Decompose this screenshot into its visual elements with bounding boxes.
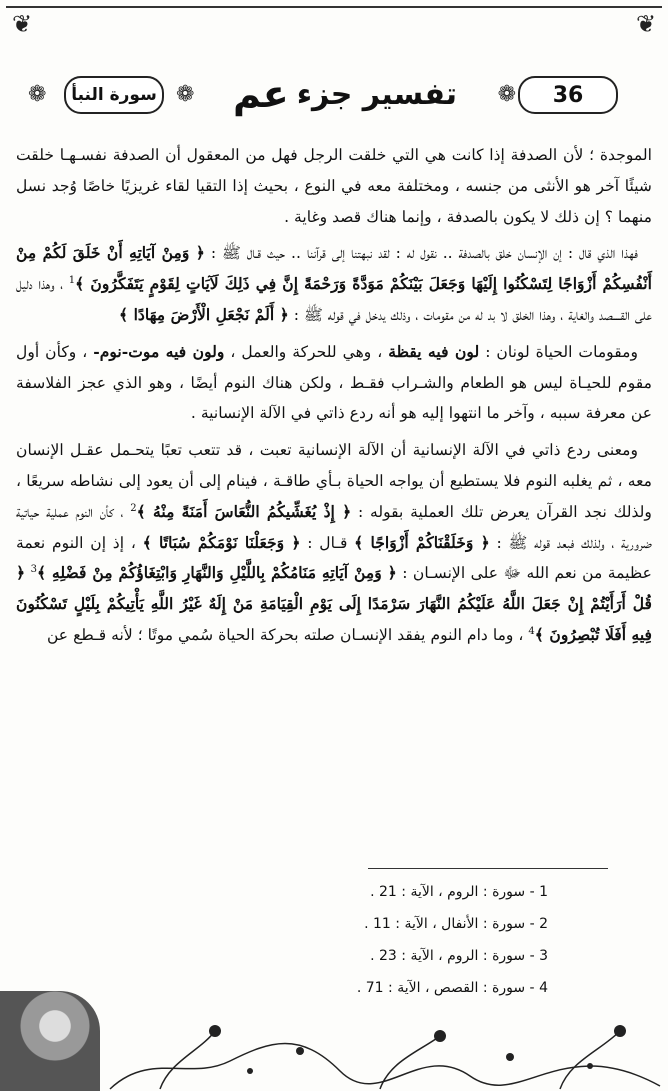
top-border xyxy=(6,6,662,38)
footnote-divider xyxy=(368,868,608,869)
ornament-icon: ❁ xyxy=(497,82,516,107)
footnote-ref: 3 xyxy=(30,564,37,576)
quran-verse: ﴿ وَجَعَلْنَا نَوْمَكُمْ سُبَاتًا ﴾ xyxy=(142,532,301,552)
corner-ornament-icon: ❦ xyxy=(635,10,657,38)
page-number: 36 xyxy=(518,76,618,114)
text-line: الموجدة ؛ لأن الصدفة إذا كانت هي التي خلقت الرجل فهل من المعقول أن الصدفة نفسـهـا xyxy=(59,146,652,164)
text-span: ، وهي للحركة والعمل ، xyxy=(230,342,383,361)
book-title xyxy=(210,68,480,120)
footnote-ref: 2 xyxy=(130,502,137,514)
text-span: ومقومات الحياة لونان : xyxy=(485,342,638,361)
ornament-icon: ❁ xyxy=(28,82,47,107)
page-header xyxy=(14,68,654,120)
body-text xyxy=(16,140,652,657)
corner-ornament-icon: ❦ xyxy=(11,10,33,38)
footnote: 1 - سورة : الروم ، الآية : 21 . xyxy=(370,884,548,900)
quran-verse: ﴿ وَمِنْ آيَاتِهِ أَنْ خَلَقَ لَكُمْ مِنْ أَنْفُسِكُمْ أَزْوَاجًا لِتَسْكُنُوا إِلَيْهَا وَجَعَلَ بَيْنَكُمْ مَوَدَّةً وَرَحْمَةً إِنَّ فِي ذَلِكَ لَآيَاتٍ لِقَوْمٍ يَتَفَكَّرُونَ ﴾ xyxy=(16,243,652,294)
title-juz: عم xyxy=(232,72,289,116)
text-span: قـال : xyxy=(307,533,348,552)
text-span: ، وكأن أول مقوم للحيـاة ليس هو الطعام والشـراب فقـط ، ولكن هناك النوم أيضًا ، وهو الذي عجز الفلاسفة عن معرفة سببه ، وآخر ما انتهوا إليه هو أنه ردع ذاتي في الآلة الإنسانية . xyxy=(16,342,652,423)
quran-verse: ﴿ قُلْ أَرَأَيْتُمْ إِنْ جَعَلَ اللَّهُ عَلَيْكُمُ النَّهَارَ سَرْمَدًا إِلَى يَوْمِ الْقِيَامَةِ مَنْ إِلَهٌ غَيْرُ اللَّهِ يَأْتِيكُمْ بِلَيْلٍ تَسْكُنُونَ فِيهِ أَفَلَا تُبْصِرُونَ ﴾ xyxy=(16,563,652,644)
footnote-ref: 1 xyxy=(68,275,76,286)
quran-verse: ﴿ أَلَمْ نَجْعَلِ الْأَرْضَ مِهَادًا ﴾ xyxy=(119,304,289,324)
bold-term: لون فيه يقظة xyxy=(388,341,480,361)
footnotes xyxy=(188,876,548,1004)
footnote: 3 - سورة : الروم ، الآية : 23 . xyxy=(370,948,548,964)
text-span: ، إذ إن النوم نعمة عظيمة من نعم الله ﷻ على الإنسـان : xyxy=(16,533,652,583)
title-prefix: تفسير جزء xyxy=(296,76,458,112)
text-span: ، وهذا دليل على القــــصد والغاية ، وهذا الخلق لا بد له من مقومات ، وذلك يدخل في قوله ﷺ : xyxy=(16,275,652,324)
floral-ornament-icon xyxy=(0,991,668,1091)
quran-verse: ﴿ إِذْ يُغَشِّيكُمُ النُّعَاسَ أَمَنَةً مِنْهُ ﴾ xyxy=(136,501,352,521)
decorative-footer xyxy=(0,991,668,1091)
text-span: ، كأن النوم عملية حياتية ضرورية ، ولذلك فبعد قوله ﷺ : xyxy=(16,502,652,552)
text-line: خلقت شيئًا آخر هو الأنثى من جنسه ، ومختلفة معه في النوع ، بحيث إذا التقيا لقاء غريزيًا xyxy=(16,146,652,195)
footnote: 2 - سورة : الأنفال ، الآية : 11 . xyxy=(364,916,548,932)
quran-verse: ﴿ وَمِنْ آيَاتِهِ مَنَامُكُمْ بِاللَّيْلِ وَالنَّهَارِ وَابْتِغَاؤُكُمْ مِنْ فَضْلِهِ ﴾ xyxy=(36,563,397,583)
bold-term: ولون فيه موت-نوم- xyxy=(93,341,225,361)
text-span: فهذا الذي قال : إن الإنسان خلق بالصدفة .. نقول له : لقد نبهتنا إلى قرآننا .. حيث قـال ﷺ : xyxy=(210,244,638,263)
paragraph xyxy=(16,435,652,651)
footnote-ref: 4 xyxy=(528,625,535,637)
footnote: 4 - سورة : القصص ، الآية : 71 . xyxy=(356,980,548,996)
paragraph xyxy=(16,238,652,330)
surah-name: سورة النبأ xyxy=(64,76,164,114)
paragraph xyxy=(16,140,652,232)
text-span: ومعنى ردع ذاتي في الآلة الإنسانية أن الآلة الإنسانية تعبت ، قد تتعب تعبًا يتحـمل عقـل الإنسان معه ، ثم يغلبه النوم فلا يستطيع أن يواجه الحياة بـأي طاقـة ، فينام إلى أن يعود إلى نشاطه سريعًا ، ولذلك نجد القرآن يعرض تلك العملية بقوله : xyxy=(16,441,652,521)
paragraph xyxy=(16,337,652,429)
ornament-icon: ❁ xyxy=(176,82,195,107)
text-line: خاصًا وُجد نسل منهما ؟ إن ذلك لا يكون بالصدفة ، وإنما هناك قصد وغاية . xyxy=(16,176,652,226)
text-span: ، وما دام النوم يفقد الإنسـان صلته بحركة الحياة سُمي موتًا ؛ لأنه قـطع عن xyxy=(46,625,524,644)
quran-verse: ﴿ وَخَلَقْنَاكُمْ أَزْوَاجًا ﴾ xyxy=(354,532,490,552)
